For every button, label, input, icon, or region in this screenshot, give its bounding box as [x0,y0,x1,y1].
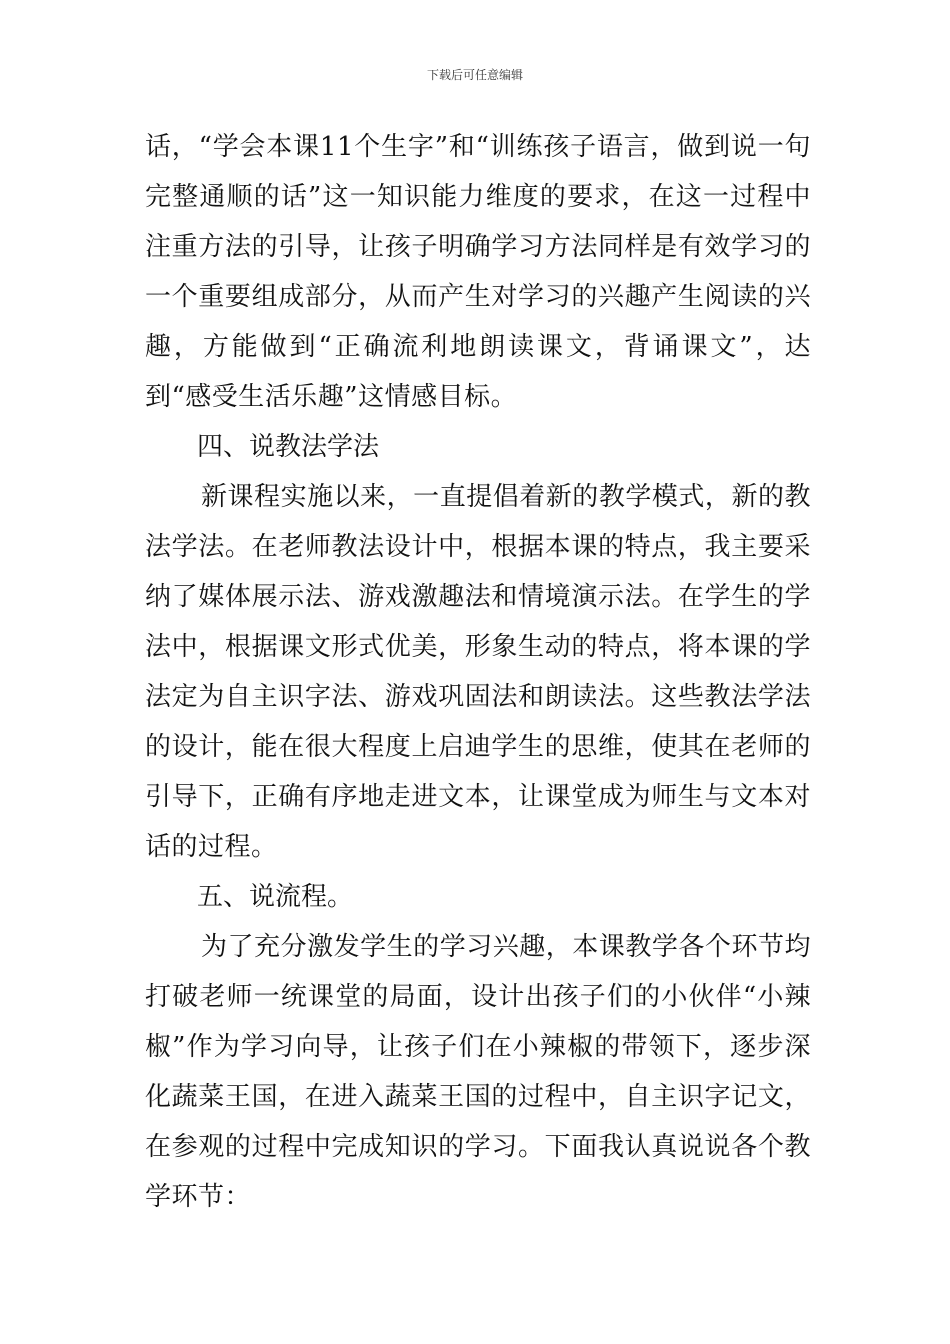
document-body [145,122,811,1222]
section-heading-teaching-methods: 四、说教法学法 [197,432,380,462]
paragraph-teaching-methods: 新课程实施以来，一直提倡着新的教学模式，新的教法学法。在老师教法设计中，根据本课的特点，我主要采纳了媒体展示法、游戏激趣法和情境演示法。在学生的学法中，根据课文形式优美，形象生动的特点，将本课的学法定为自主识字法、游戏巩固法和朗读法。这些教法学法的设计，能在很大程度上启迪学生的思维，使其在老师的引导下，正确有序地走进文本，让课堂成为师生与文本对话的过程。 [145,482,811,862]
paragraph-process: 为了充分激发学生的学习兴趣，本课教学各个环节均打破老师一统课堂的局面，设计出孩子们的小伙伴“小辣椒”作为学习向导，让孩子们在小辣椒的带领下，逐步深化蔬菜王国，在进入蔬菜王国的过程中，自主识字记文，在参观的过程中完成知识的学习。下面我认真说说各个教学环节： [145,932,811,1212]
section-heading-process: 五、说流程。 [197,882,354,912]
page-header: 下载后可任意编辑 [426,68,523,82]
paragraph-continuation: 话，“学会本课11个生字”和“训练孩子语言，做到说一句完整通顺的话”这一知识能力维度的要求，在这一过程中注重方法的引导，让孩子明确学习方法同样是有效学习的一个重要组成部分，从而产生对学习的兴趣产生阅读的兴趣，方能做到“正确流利地朗读课文，背诵课文”，达到“感受生活乐趣”这情感目标。 [145,132,811,412]
